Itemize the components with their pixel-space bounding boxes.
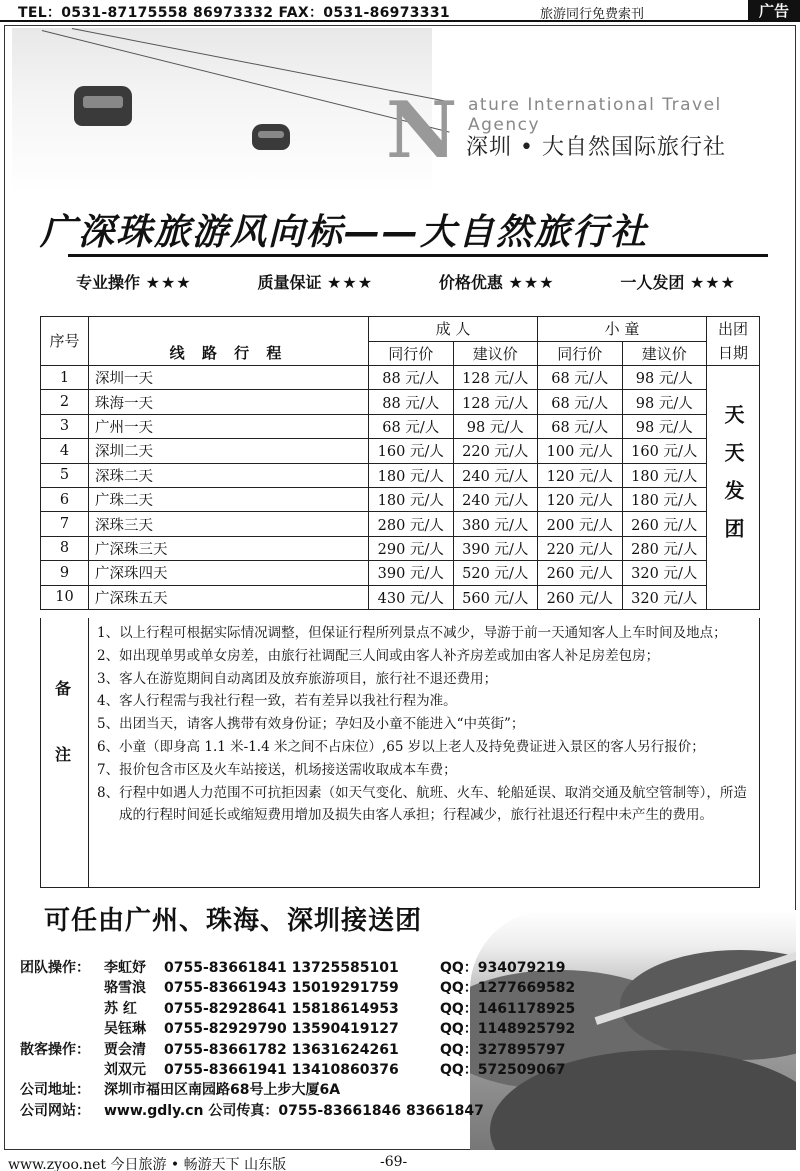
child-retail-cell: 260 元/人: [622, 512, 707, 536]
contact-row: 散客操作： 贾会清 0755-83661782 13631624261 QQ：327895797: [20, 1041, 566, 1058]
adult-retail-cell: 380 元/人: [453, 512, 538, 536]
address-row: 公司地址： 深圳市福田区南园路68号上步大厦6A: [20, 1082, 341, 1099]
slogan: 专业操作 ★★★: [76, 273, 192, 292]
contact-row: 吴钰琳 0755-82929790 13590419127 QQ：1148925792: [104, 1021, 576, 1038]
slogan-row: [76, 270, 736, 293]
route-cell: 广深珠三天: [89, 536, 369, 560]
child-trade-cell: 100 元/人: [538, 439, 623, 463]
route-cell: 深圳二天: [89, 439, 369, 463]
child-retail-header: 建议价: [622, 341, 707, 366]
col-child-header: 小 童: [538, 317, 707, 342]
logo-letter: N: [386, 85, 458, 176]
contacts-block: [20, 958, 575, 1121]
page-number: -69-: [380, 1154, 408, 1170]
route-cell: 深圳一天: [89, 366, 369, 390]
table-row: [41, 390, 760, 414]
note-item: 2、如出现单男或单女房差，由旅行社调配三人间或由客人补齐房差或加由客人补足房差包房；: [97, 647, 660, 664]
contact-row: 刘双元 0755-83661941 13410860376 QQ：572509067: [104, 1062, 566, 1079]
adult-trade-cell: 280 元/人: [369, 512, 454, 536]
child-retail-cell: 280 元/人: [622, 536, 707, 560]
child-trade-cell: 68 元/人: [538, 390, 623, 414]
seq-cell: 4: [41, 439, 89, 463]
header-contact: TEL：0531-87175558 86973332 FAX：0531-86973331: [18, 5, 450, 21]
adult-retail-cell: 98 元/人: [453, 414, 538, 438]
adult-trade-cell: 88 元/人: [369, 390, 454, 414]
table-row: [41, 512, 760, 536]
star-icon: ★★★: [689, 273, 736, 292]
adult-retail-cell: 390 元/人: [453, 536, 538, 560]
child-trade-cell: 200 元/人: [538, 512, 623, 536]
col-depart-header: 出团日期: [707, 317, 760, 366]
route-cell: 深珠三天: [89, 512, 369, 536]
transfer-slogan: 可任由广州、珠海、深圳接送团: [44, 906, 423, 936]
table-row: [41, 414, 760, 438]
star-icon: ★★★: [327, 273, 374, 292]
adult-retail-cell: 128 元/人: [453, 390, 538, 414]
child-retail-cell: 320 元/人: [622, 585, 707, 609]
child-trade-cell: 220 元/人: [538, 536, 623, 560]
adult-trade-cell: 180 元/人: [369, 487, 454, 511]
note-item: 8、行程中如遇人力范围不可抗拒因素（如天气变化、航班、火车、轮船延误、取消交通及航空管制等），所造成的行程时间延长或缩短费用增加及损失由客人承担；行程减少，旅行社退还行程中未产生的费用。: [97, 784, 747, 824]
star-icon: ★★★: [145, 273, 192, 292]
website-row: 公司网站： www.gdly.cn 公司传真：0755-83661846 83661847: [20, 1102, 484, 1119]
adult-trade-cell: 88 元/人: [369, 366, 454, 390]
adult-trade-cell: 180 元/人: [369, 463, 454, 487]
child-trade-cell: 120 元/人: [538, 487, 623, 511]
cable-car-icon: [252, 124, 290, 150]
adult-retail-cell: 560 元/人: [453, 585, 538, 609]
adult-retail-cell: 240 元/人: [453, 487, 538, 511]
slogan: 价格优惠 ★★★: [438, 273, 555, 292]
adult-retail-cell: 520 元/人: [453, 561, 538, 585]
agency-name-en: ature International Travel Agency: [468, 95, 722, 135]
route-cell: 珠海一天: [89, 390, 369, 414]
cable-car-icon: [74, 86, 132, 126]
child-trade-cell: 260 元/人: [538, 585, 623, 609]
seq-cell: 2: [41, 390, 89, 414]
adult-retail-cell: 220 元/人: [453, 439, 538, 463]
table-row: [41, 487, 760, 511]
notes-section: [40, 618, 760, 888]
table-row: [41, 561, 760, 585]
col-adult-header: 成 人: [369, 317, 538, 342]
table-row: [41, 585, 760, 609]
child-retail-cell: 98 元/人: [622, 414, 707, 438]
contact-row: 骆雪浪 0755-83661943 15019291759 QQ：1277669582: [104, 980, 576, 997]
seq-cell: 1: [41, 366, 89, 390]
adult-trade-cell: 430 元/人: [369, 585, 454, 609]
footer-site: www.zyoo.net 今日旅游 • 畅游天下 山东版: [8, 1157, 287, 1171]
star-icon: ★★★: [508, 273, 555, 292]
adult-trade-cell: 160 元/人: [369, 439, 454, 463]
note-item: 7、报价包含市区及火车站接送，机场接送需收取成本车费；: [97, 761, 457, 778]
top-bar: [0, 0, 800, 22]
headline: [40, 204, 760, 255]
col-seq-header: 序号: [41, 317, 89, 366]
note-item: 1、以上行程可根据实际情况调整，但保证行程所列景点不减少，导游于前一天通知客人上车时间及地点；: [97, 625, 727, 641]
child-retail-cell: 180 元/人: [622, 463, 707, 487]
adult-retail-cell: 128 元/人: [453, 366, 538, 390]
seq-cell: 3: [41, 414, 89, 438]
seq-cell: 10: [41, 585, 89, 609]
child-retail-cell: 180 元/人: [622, 487, 707, 511]
child-trade-cell: 120 元/人: [538, 463, 623, 487]
route-cell: 广珠二天: [89, 487, 369, 511]
notes-label: 备 注: [41, 618, 89, 888]
child-retail-cell: 320 元/人: [622, 561, 707, 585]
note-item: 3、客人在游览期间自动离团及放弃旅游项目，旅行社不退还费用；: [97, 670, 498, 687]
adult-trade-cell: 68 元/人: [369, 414, 454, 438]
child-trade-cell: 68 元/人: [538, 414, 623, 438]
seq-cell: 6: [41, 487, 89, 511]
note-item: 6、小童（即身高 1.1 米-1.4 米之间不占床位）,65 岁以上老人及持免费证进入景区的客人另行报价；: [97, 738, 705, 755]
seq-cell: 5: [41, 463, 89, 487]
child-retail-cell: 160 元/人: [622, 439, 707, 463]
adult-trade-header: 同行价: [369, 341, 454, 366]
seq-cell: 9: [41, 561, 89, 585]
departure-cell: 天天发团: [707, 366, 760, 610]
note-item: 4、客人行程需与我社行程一致，若有差异以我社行程为准。: [97, 693, 457, 710]
route-cell: 广深珠四天: [89, 561, 369, 585]
table-row: [41, 366, 760, 390]
child-trade-header: 同行价: [538, 341, 623, 366]
ad-tag: 广告: [748, 0, 800, 22]
headline-text: 广深珠旅游风向标——大自然旅行社: [40, 212, 649, 253]
child-trade-cell: 68 元/人: [538, 366, 623, 390]
adult-retail-header: 建议价: [453, 341, 538, 366]
route-cell: 广州一天: [89, 414, 369, 438]
slogan: 质量保证 ★★★: [257, 273, 374, 292]
contact-row: 团队操作： 李虹妤 0755-83661841 13725585101 QQ：934079219: [20, 960, 566, 976]
child-retail-cell: 98 元/人: [622, 390, 707, 414]
price-table: [40, 316, 760, 610]
notes-list: [97, 622, 757, 827]
adult-retail-cell: 240 元/人: [453, 463, 538, 487]
child-retail-cell: 98 元/人: [622, 366, 707, 390]
note-item: 5、出团当天，请客人携带有效身份证；孕妇及小童不能进入“中英街”；: [97, 716, 525, 733]
col-route-header: 线 路 行 程: [89, 317, 369, 366]
contact-row: 苏 红 0755-82928641 15818614953 QQ：1461178925: [104, 1000, 576, 1017]
route-cell: 广深珠五天: [89, 585, 369, 609]
seq-cell: 7: [41, 512, 89, 536]
adult-trade-cell: 390 元/人: [369, 561, 454, 585]
adult-trade-cell: 290 元/人: [369, 536, 454, 560]
child-trade-cell: 260 元/人: [538, 561, 623, 585]
route-cell: 深珠二天: [89, 463, 369, 487]
table-row: [41, 463, 760, 487]
header-subtitle: 旅游同行免费索刊: [540, 7, 645, 22]
slogan: 一人发团 ★★★: [620, 273, 736, 292]
table-row: [41, 536, 760, 560]
seq-cell: 8: [41, 536, 89, 560]
agency-name-cn: 深圳 • 大自然国际旅行社: [466, 135, 726, 160]
headline-underline: [68, 254, 768, 257]
table-row: [41, 439, 760, 463]
